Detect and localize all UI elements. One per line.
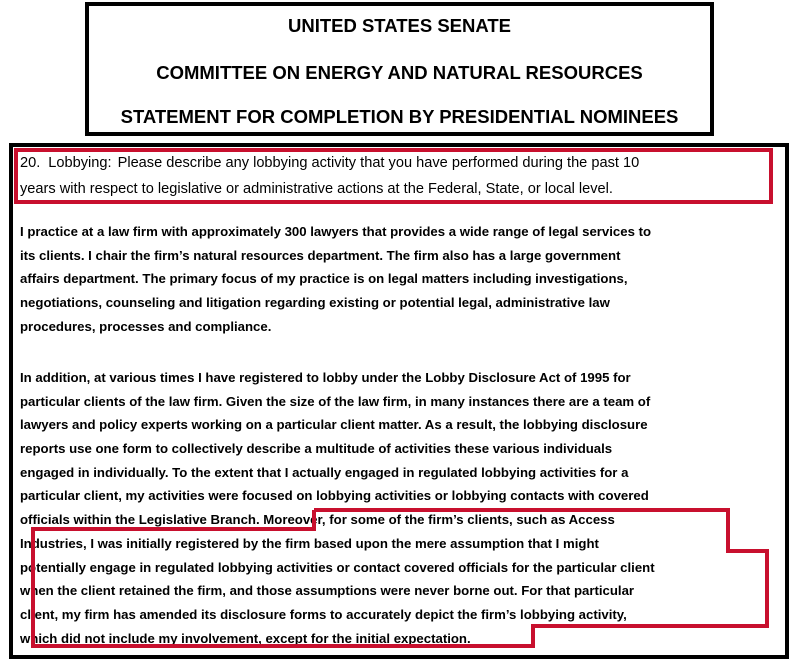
answer-p2-line: Industries, I was initially registered by the firm based upon the mere assumption that I might (20, 535, 599, 551)
answer-p1-line: I practice at a law firm with approximately 300 lawyers that provides a wide range of legal services to (20, 224, 652, 239)
header-statement-title: STATEMENT FOR COMPLETION BY PRESIDENTIAL NOMINEES (120, 106, 679, 127)
answer-p1-line: negotiations, counseling and litigation regarding existing or potential legal, administrative law (20, 295, 610, 311)
question-text-1: Please describe any lobbying activity that you have performed during the past 10 (117, 155, 640, 171)
question-label: Lobbying: (48, 155, 112, 171)
answer-p1-line: affairs department. The primary focus of my practice is on legal matters including investigations, (20, 271, 628, 287)
answer-p2-line: lawyers and policy experts working on a particular client matter. As a result, the lobbying disclosure (20, 417, 648, 433)
answer-p2-line: which did not include my involvement, except for the initial expectation. (20, 630, 471, 646)
answer-p1-line: its clients. I chair the firm’s natural resources department. The firm also has a large government (20, 247, 621, 263)
answer-p2-line: client, my firm has amended its disclosure forms to accurately depict the firm’s lobbying activity, (20, 606, 627, 622)
answer-p2-line: when the client retained the firm, and those assumptions were never borne out. For that particular (20, 583, 635, 599)
answer-p2-line: In addition, at various times I have registered to lobby under the Lobby Disclosure Act of 1995 for (20, 370, 631, 385)
question-number: 20. (20, 155, 41, 171)
answer-p2-line: engaged in individually. To the extent that I actually engaged in regulated lobbying activities for a (20, 464, 629, 480)
answer-p2-line: particular client, my activities were focused on lobbying activities or lobbying contacts with covered (20, 488, 649, 504)
answer-p2-line: reports use one form to collectively describe a multitude of activities these various individuals (20, 441, 613, 457)
answer-p2-line: particular clients of the law firm. Given the size of the law firm, in many instances there are a team of (20, 393, 651, 409)
header-senate-title: UNITED STATES SENATE (287, 15, 512, 36)
answer-p2-line: officials within the Legislative Branch. Moreover, for some of the firm’s clients, such as Access (20, 512, 615, 528)
question-text-2: years with respect to legislative or administrative actions at the Federal, State, or local level. (20, 181, 613, 197)
answer-p2-line: potentially engage in regulated lobbying activities or contact covered officials for the particular client (20, 559, 655, 575)
answer-p1-line: procedures, processes and compliance. (20, 318, 272, 334)
header-committee-title: COMMITTEE ON ENERGY AND NATURAL RESOURCES (156, 62, 643, 83)
